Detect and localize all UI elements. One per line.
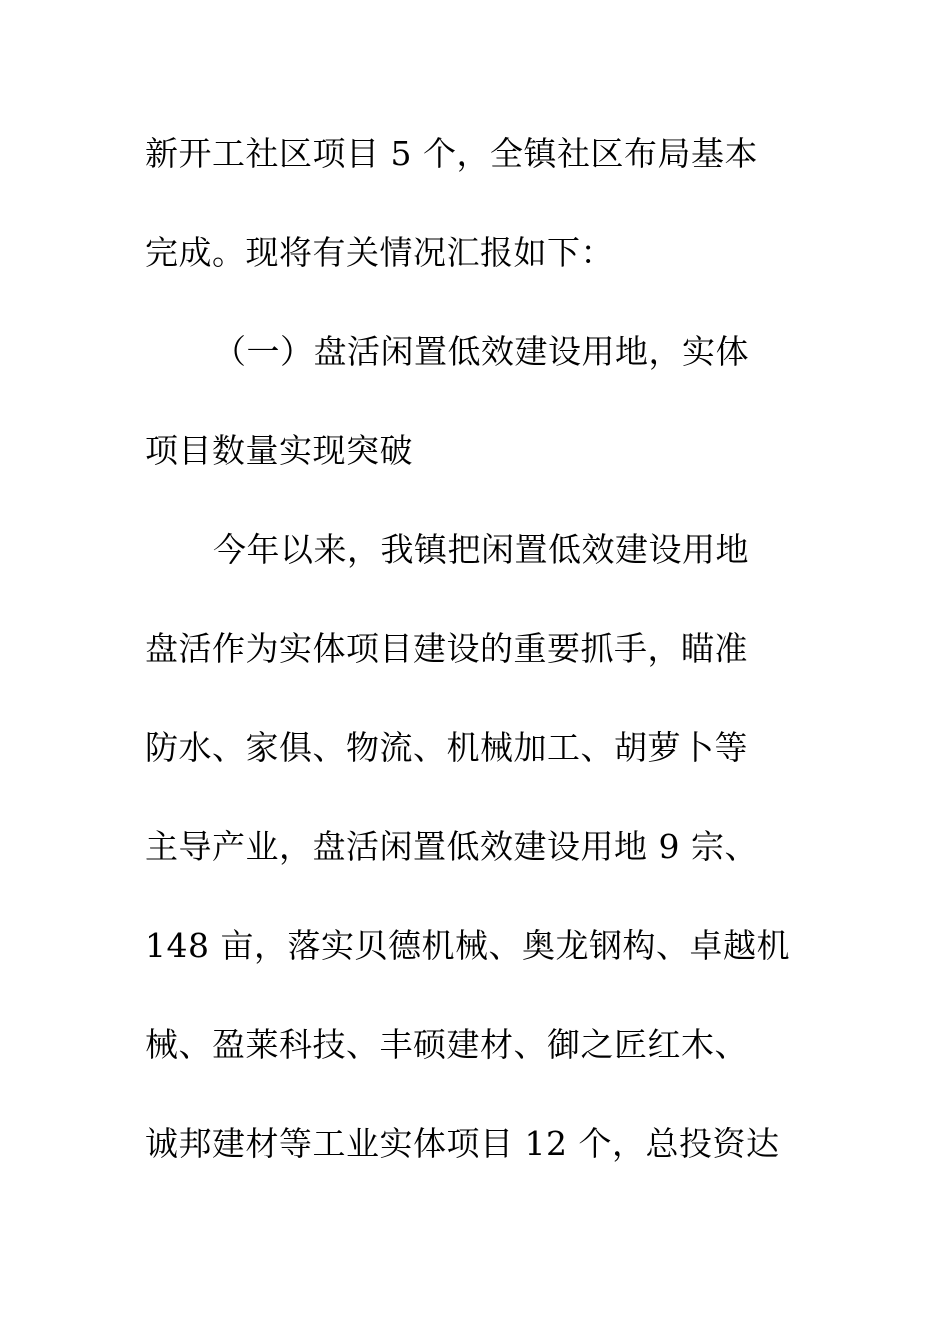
text-line: 主导产业，盘活闲置低效建设用地 9 宗、 bbox=[145, 827, 758, 866]
text-line: 新开工社区项目 5 个，全镇社区布局基本 bbox=[145, 134, 758, 173]
text-line: 械、盈莱科技、丰硕建材、御之匠红木、 bbox=[145, 1025, 748, 1064]
section-heading-line: 项目数量实现突破 bbox=[145, 431, 413, 470]
text-line: 盘活作为实体项目建设的重要抓手，瞄准 bbox=[145, 629, 748, 668]
paragraph-first-line: 今年以来，我镇把闲置低效建设用地 bbox=[213, 530, 749, 569]
text-line: 防水、家俱、物流、机械加工、胡萝卜等 bbox=[145, 728, 748, 767]
section-heading-line: （一）盘活闲置低效建设用地，实体 bbox=[213, 332, 749, 371]
text-line: 148 亩，落实贝德机械、奥龙钢构、卓越机 bbox=[145, 926, 790, 965]
text-line: 诚邦建材等工业实体项目 12 个，总投资达 bbox=[145, 1124, 780, 1163]
text-line: 完成。现将有关情况汇报如下： bbox=[145, 233, 614, 272]
